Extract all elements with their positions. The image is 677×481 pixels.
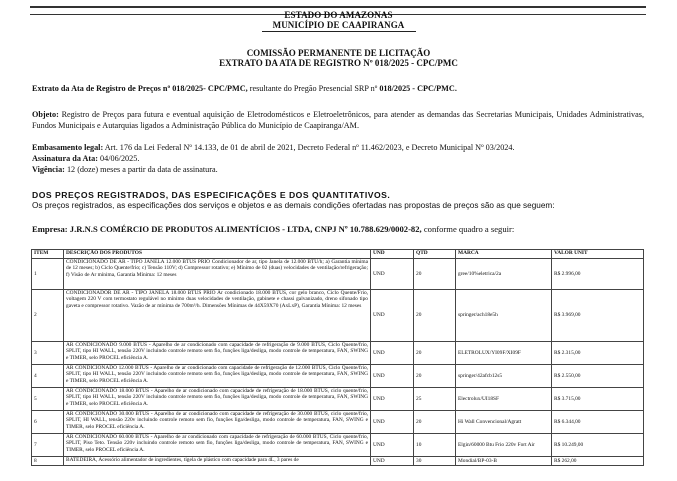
col-header-qtd: QTD	[414, 250, 456, 259]
cell-item: 4	[32, 365, 64, 388]
extrato-text: resultante do Pregão Presencial SRP nº	[247, 84, 380, 93]
cell-desc: AR CONDICIONADO 9.000 BTUS - Aparelho de ar condicionado com capacidade de refrigeração de 9.000 BTUS, Ciclo Quente/frio, SPLIT, tipo HI WALL, tensão 220V incluindo controle remoto sem fio, funções liga/desliga, modo controle de temperatura, FAN, SWING e TIMER, selo PROCEL eficiência A.	[64, 342, 371, 365]
table-row	[32, 388, 644, 411]
cell-desc: AR CONDICIONADO 30.000 BTUS - Aparelho de ar condicionado com capacidade de refrigeração de 30.000 BTUS, ciclo quente/frio, SPLIT, HI WALL, tensão 220v incluindo controle remoto sem fio, funções liga/desliga, modo controle de temperatura, FAN, SWING e TIMER, selo PROCEL eficiência A.	[64, 411, 371, 434]
extrato-paragraph	[32, 84, 644, 95]
col-header-desc: DESCRIÇÃO DOS PRODUTOS	[64, 250, 371, 259]
header-rule	[262, 31, 416, 32]
state-name: ESTADO DO AMAZONAS	[284, 10, 393, 20]
objeto-paragraph	[32, 110, 644, 131]
section-text: Os preços registrados, as especificações dos serviços e objetos e as demais condições ofertadas nas propostas de preços são as que seguem:	[32, 201, 555, 210]
section-title: DOS PREÇOS REGISTRADOS, DAS ESPECIFICAÇÕES E DOS QUANTITATIVOS.	[32, 190, 391, 200]
cell-item: 3	[32, 342, 64, 365]
cell-item: 8	[32, 457, 64, 466]
embasamento-label: Embasamento legal:	[32, 143, 104, 152]
cell-qtd: 20	[414, 259, 456, 290]
cell-desc: AR CONDICIONADO 18.000 BTUS - Aparelho de ar condicionado com capacidade de refrigeração de 18.000 BTUS, ciclo quente/frio, SPLIT, tipo HI WALL, tensão 220V incluindo controle remoto sem fio, funções liga/desliga, modo controle de temperatura, FAN, SWING e TIMER, selo PROCEL eficiência A.	[64, 388, 371, 411]
cell-qtd: 20	[414, 411, 456, 434]
table-row	[32, 411, 644, 434]
cell-valor: R$ 6.344,00	[552, 411, 644, 434]
cell-item: 2	[32, 290, 64, 342]
cell-und: UND	[371, 434, 414, 457]
col-header-und: UND	[371, 250, 414, 259]
empresa-paragraph	[32, 224, 514, 234]
cell-marca: Electrolux/UI18SF	[456, 388, 552, 411]
cell-valor: R$ 10.249,00	[552, 434, 644, 457]
table-header-row	[32, 250, 644, 259]
table-row	[32, 457, 644, 466]
extrato-pregao: 018/2025 - CPC/PMC.	[379, 84, 457, 93]
table-row	[32, 259, 644, 290]
cell-qtd: 20	[414, 290, 456, 342]
table-row	[32, 365, 644, 388]
empresa-label: Empresa:	[32, 224, 68, 234]
cell-marca: Elgin/60000 Btu Frio 220v Fort Air	[456, 434, 552, 457]
table-row	[32, 342, 644, 365]
cell-valor: R$ 3.715,00	[552, 388, 644, 411]
cell-qtd: 10	[414, 434, 456, 457]
cell-valor: R$ 2.996,00	[552, 259, 644, 290]
cell-item: 7	[32, 434, 64, 457]
objeto-label: Objeto:	[32, 110, 59, 119]
objeto-text: Registro de Preços para futura e eventual aquisição de Eletrodomésticos e Eletroeletrônicos, para atender as demandas das Secretarias Municipais, Unidades Administrativas, Fundos Municipais e Autarquias ligados a Administração Pública do Município de Caapiranga/AM.	[32, 110, 644, 130]
cell-und: UND	[371, 411, 414, 434]
extrato-label: Extrato da Ata de Registro de Preços nº 018/2025- CPC/PMC,	[32, 84, 248, 93]
col-header-valor: VALOR UNIT	[552, 250, 644, 259]
cell-item: 5	[32, 388, 64, 411]
cell-desc: AR CONDICIONADO 60.000 BTUS - Aparelho de ar condicionado com capacidade de refrigeração de 60.000 BTUS, Ciclo quente/frio, SPLIT, Piso Teto. Tensão 220v incluindo controle remoto sem fio, funções liga/desliga, modo controle de temperatura, FAN, SWING e TIMER, selo PROCEL eficiência A.	[64, 434, 371, 457]
cell-marca: springer/42afcb12s5	[456, 365, 552, 388]
cell-item: 1	[32, 259, 64, 290]
cell-desc: CONDICIONADO DE AR - TIPO JANELA 12.000 BTUS PRIO Condicionador de ar, tipo Janela de 12.000 BTU/h; a) Garantia mínima de 12 meses; b) Ciclo Quente/frio; c) Tensão 110V; d) Compressor rotativo; e) Mínimo de 02 (duas) velocidades de ventilação/refrigeração; f) Visão de Ar mínima, Garantia Mínima: 12 meses	[64, 259, 371, 290]
cell-und: UND	[371, 290, 414, 342]
cell-und: UND	[371, 365, 414, 388]
cell-qtd: 20	[414, 342, 456, 365]
price-table	[31, 249, 644, 466]
cell-marca: ELETROLUX/YI09F/XI09F	[456, 342, 552, 365]
cell-marca: springer/ach18e5h	[456, 290, 552, 342]
cell-und: UND	[371, 259, 414, 290]
vigencia-text: 12 (doze) meses a partir da data de assinatura.	[64, 165, 218, 174]
cell-qtd: 25	[414, 388, 456, 411]
cell-qtd: 30	[414, 457, 456, 466]
cell-und: UND	[371, 388, 414, 411]
cell-und: UND	[371, 457, 414, 466]
cell-valor: R$ 2.315,00	[552, 342, 644, 365]
cell-item: 6	[32, 411, 64, 434]
cell-marca: gree/10%eletrica/2a	[456, 259, 552, 290]
empresa-name: J.R.N.S COMÉRCIO DE PRODUTOS ALIMENTÍCIOS - LTDA, CNPJ Nº 10.788.629/0002-82,	[67, 224, 422, 234]
cell-desc: BATEDEIRA, Acessório alimentador de ingredientes, tigela de plástico com capacidade para 4L, 3 pares de	[64, 457, 371, 466]
cell-valor: R$ 262,00	[552, 457, 644, 466]
document-title: EXTRATO DA ATA DE REGISTRO Nº 018/2025 - CPC/PMC	[219, 58, 458, 68]
cell-marca: Hi Wall Convencional/Agratt	[456, 411, 552, 434]
cell-valor: R$ 3.969,00	[552, 290, 644, 342]
vigencia-paragraph	[32, 165, 644, 176]
cell-und: UND	[371, 342, 414, 365]
empresa-suffix: conforme quadro a seguir:	[421, 224, 515, 234]
table-row	[32, 434, 644, 457]
commission-title: COMISSÃO PERMANENTE DE LICITAÇÃO	[246, 48, 431, 58]
cell-desc: CONDICIONADOR DE AR - TIPO JANELA 18.000 BTUS PRIO Ar condicionado 18.000 BTUS, cor gelo branco, Ciclo Quente/Frio, voltagem 220 V com termostato regulável no mínimo duas velocidades de ventilação, gabinete e chassi galvanizado, dreno sifonado tipo gaveta e compressor rotativo. Vazão de ar mínima de 700m³/h. Dimensões Mínimas de 44X59X70 (AxLxP), Garantia Mínima: 12 meses	[64, 290, 371, 342]
table-row	[32, 290, 644, 342]
cell-desc: AR CONDICIONADO 12.000 BTUS - Aparelho de ar condicionado com capacidade de refrigeração de 12.000 BTUS, Ciclo Quente/frio, SPLIT, tipo HI WALL, tensão 220V incluindo controle remoto sem fio, funções liga/desliga, modo controle de temperatura, FAN, SWING e TIMER, selo PROCEL eficiência A.	[64, 365, 371, 388]
cell-marca: Mondial/BP-03-B	[456, 457, 552, 466]
col-header-item: ITEM	[32, 250, 64, 259]
embasamento-paragraph	[32, 143, 644, 154]
assinatura-text: 04/06/2025.	[97, 154, 140, 163]
cell-valor: R$ 2.550,00	[552, 365, 644, 388]
cell-qtd: 20	[414, 365, 456, 388]
vigencia-label: Vigência:	[32, 165, 65, 174]
municipality-name: MUNICÍPIO DE CAAPIRANGA	[272, 20, 405, 30]
assinatura-paragraph	[32, 154, 644, 165]
col-header-marca: MARCA	[456, 250, 552, 259]
embasamento-text: Art. 176 da Lei Federal Nº 14.133, de 01 de abril de 2021, Decreto Federal nº 11.462/2023, e Decreto Municipal Nº 03/2024.	[103, 143, 515, 152]
assinatura-label: Assinatura da Ata:	[32, 154, 98, 163]
